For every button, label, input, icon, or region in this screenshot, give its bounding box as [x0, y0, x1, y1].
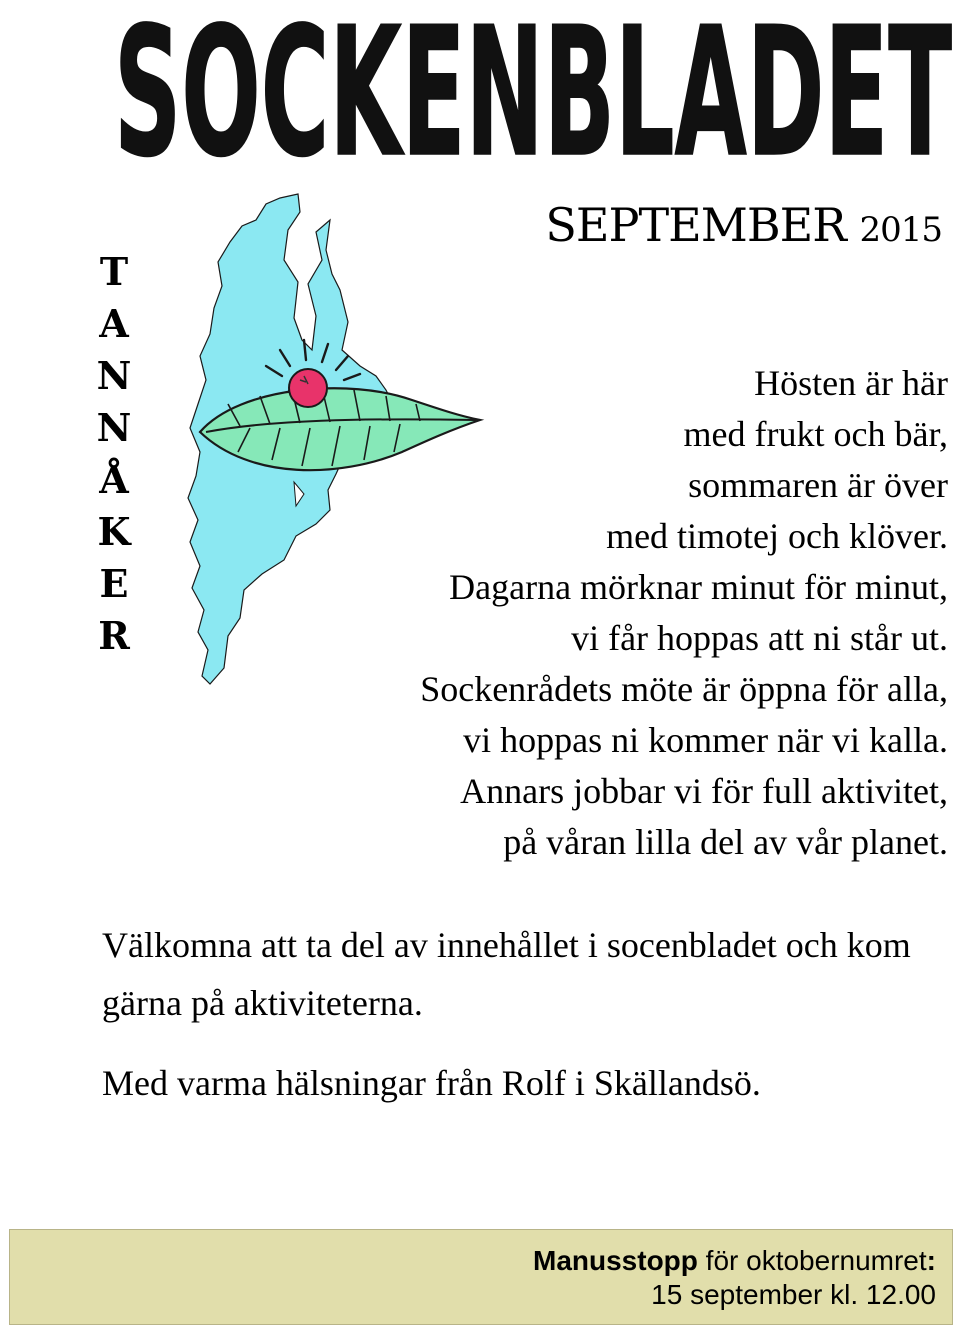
poem-line: med timotej och klöver.: [606, 516, 948, 556]
village-letter: A: [99, 301, 129, 346]
poem-line: Dagarna mörknar minut för minut,: [449, 567, 948, 607]
title-text: SOCKENBLADET: [114, 0, 952, 172]
poem-line: Sockenrådets möte är öppna för alla,: [420, 669, 948, 709]
newsletter-title: [112, 0, 957, 172]
village-letter: Å: [99, 457, 129, 502]
poem-line: vi hoppas ni kommer när vi kalla.: [463, 720, 948, 760]
poem-line: vi får hoppas att ni står ut.: [571, 618, 948, 658]
issue-month: SEPTEMBER: [545, 198, 846, 252]
village-letter: K: [97, 509, 131, 554]
village-letter: E: [99, 561, 129, 606]
deadline-box: [9, 1229, 953, 1325]
poem-line: sommaren är över: [688, 465, 948, 505]
issue-year: 2015: [859, 210, 942, 250]
village-letter: T: [99, 249, 129, 294]
poem-line: med frukt och bär,: [683, 414, 948, 454]
poem: [188, 358, 948, 868]
village-letter: N: [96, 353, 132, 398]
village-letter: N: [96, 405, 132, 450]
village-letter: R: [98, 613, 130, 658]
greeting-paragraph: Med varma hälsningar från Rolf i Skällandsö.: [102, 1063, 761, 1103]
issue-date: [545, 198, 942, 252]
title-lettering: [112, 0, 957, 172]
village-name-vertical: [92, 246, 136, 662]
deadline-date: 15 september kl. 12.00: [651, 1279, 936, 1310]
poem-line: Annars jobbar vi för full aktivitet,: [460, 771, 948, 811]
deadline-label: Manusstopp: [533, 1245, 698, 1276]
deadline-colon: :: [926, 1245, 936, 1276]
deadline-heading: [10, 1244, 936, 1278]
deadline-issue: för oktobernumret: [697, 1245, 927, 1276]
welcome-paragraph: Välkomna att ta del av innehållet i socenbladet och kom gärna på aktiviteterna.: [102, 925, 911, 1023]
poem-line: på våran lilla del av vår planet.: [503, 822, 948, 862]
poem-line: Hösten är här: [754, 363, 948, 403]
